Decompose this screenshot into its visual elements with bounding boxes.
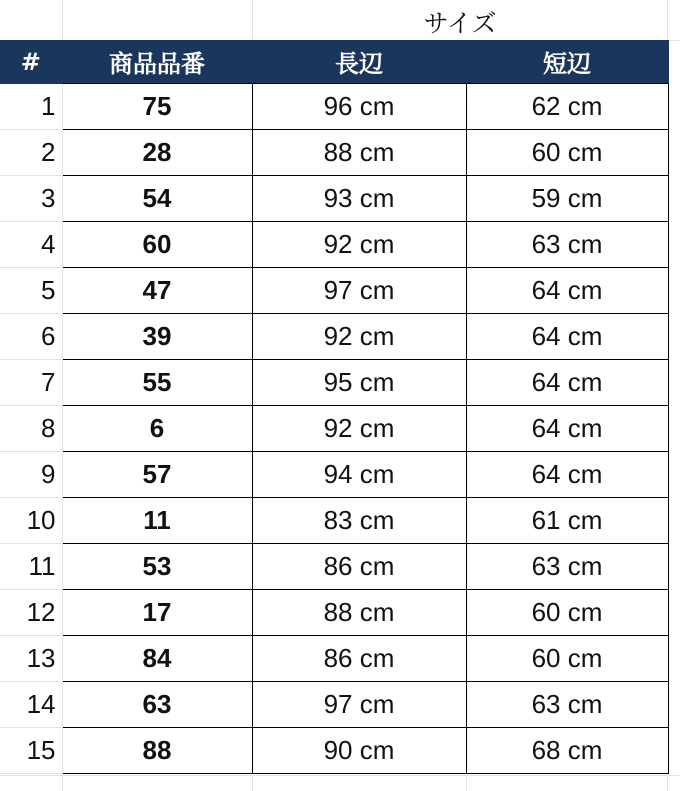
row-number[interactable]: 12 [0, 590, 62, 636]
product-code-header[interactable]: 商品品番 [62, 40, 252, 84]
grid-line [252, 0, 253, 40]
grid-line [466, 776, 467, 791]
short-side-cell[interactable]: 59 cm [466, 176, 668, 222]
long-side-cell[interactable]: 86 cm [252, 636, 466, 682]
table-row [0, 636, 668, 682]
long-side-cell[interactable]: 97 cm [252, 682, 466, 728]
short-side-cell[interactable]: 64 cm [466, 406, 668, 452]
row-number[interactable]: 15 [0, 728, 62, 774]
row-number[interactable]: 7 [0, 360, 62, 406]
long-side-cell[interactable]: 83 cm [252, 498, 466, 544]
short-side-header[interactable]: 短辺 [466, 40, 668, 84]
long-side-cell[interactable]: 86 cm [252, 544, 466, 590]
empty-row [0, 775, 680, 791]
long-side-cell[interactable]: 88 cm [252, 130, 466, 176]
table-row [0, 176, 668, 222]
long-side-cell[interactable]: 93 cm [252, 176, 466, 222]
size-table [0, 40, 669, 774]
short-side-cell[interactable]: 60 cm [466, 590, 668, 636]
size-caption: サイズ [423, 9, 497, 38]
row-number[interactable]: 5 [0, 268, 62, 314]
table-row [0, 84, 668, 130]
long-side-cell[interactable]: 94 cm [252, 452, 466, 498]
short-side-cell[interactable]: 64 cm [466, 452, 668, 498]
short-side-cell[interactable]: 68 cm [466, 728, 668, 774]
product-code-cell[interactable]: 84 [62, 636, 252, 682]
table-row [0, 544, 668, 590]
row-number[interactable]: 4 [0, 222, 62, 268]
table-row [0, 406, 668, 452]
row-number[interactable]: 10 [0, 498, 62, 544]
long-side-cell[interactable]: 95 cm [252, 360, 466, 406]
product-code-cell[interactable]: 39 [62, 314, 252, 360]
grid-line [252, 776, 253, 791]
grid-line [62, 776, 63, 791]
product-code-cell[interactable]: 63 [62, 682, 252, 728]
row-number[interactable]: 8 [0, 406, 62, 452]
long-side-cell[interactable]: 96 cm [252, 84, 466, 130]
short-side-cell[interactable]: 61 cm [466, 498, 668, 544]
short-side-cell[interactable]: 64 cm [466, 360, 668, 406]
grid-line [62, 0, 63, 40]
long-side-cell[interactable]: 97 cm [252, 268, 466, 314]
product-code-cell[interactable]: 60 [62, 222, 252, 268]
short-side-cell[interactable]: 60 cm [466, 130, 668, 176]
long-side-cell[interactable]: 92 cm [252, 222, 466, 268]
row-number[interactable]: 1 [0, 84, 62, 130]
table-row [0, 498, 668, 544]
table-row [0, 222, 668, 268]
product-code-cell[interactable]: 88 [62, 728, 252, 774]
product-code-cell[interactable]: 28 [62, 130, 252, 176]
short-side-cell[interactable]: 63 cm [466, 544, 668, 590]
product-code-cell[interactable]: 54 [62, 176, 252, 222]
product-code-cell[interactable]: 11 [62, 498, 252, 544]
product-code-cell[interactable]: 47 [62, 268, 252, 314]
caption-row [0, 0, 680, 41]
table-row [0, 728, 668, 774]
table-row [0, 130, 668, 176]
grid-line [667, 776, 668, 791]
short-side-cell[interactable]: 63 cm [466, 222, 668, 268]
table-row [0, 682, 668, 728]
long-side-cell[interactable]: 88 cm [252, 590, 466, 636]
row-number[interactable]: 9 [0, 452, 62, 498]
row-number[interactable]: 11 [0, 544, 62, 590]
short-side-cell[interactable]: 64 cm [466, 268, 668, 314]
table-row [0, 452, 668, 498]
table-body [0, 84, 668, 774]
table-row [0, 590, 668, 636]
row-number[interactable]: 13 [0, 636, 62, 682]
product-code-cell[interactable]: 55 [62, 360, 252, 406]
row-number[interactable]: 2 [0, 130, 62, 176]
grid-line [667, 0, 668, 40]
long-side-cell[interactable]: 92 cm [252, 406, 466, 452]
short-side-cell[interactable]: 64 cm [466, 314, 668, 360]
product-code-cell[interactable]: 57 [62, 452, 252, 498]
product-code-cell[interactable]: 75 [62, 84, 252, 130]
short-side-cell[interactable]: 63 cm [466, 682, 668, 728]
table-row [0, 314, 668, 360]
product-code-cell[interactable]: 6 [62, 406, 252, 452]
product-code-cell[interactable]: 53 [62, 544, 252, 590]
long-side-cell[interactable]: 90 cm [252, 728, 466, 774]
table-row [0, 268, 668, 314]
table-row [0, 360, 668, 406]
short-side-cell[interactable]: 62 cm [466, 84, 668, 130]
row-number[interactable]: 14 [0, 682, 62, 728]
row-number[interactable]: 3 [0, 176, 62, 222]
row-number[interactable]: 6 [0, 314, 62, 360]
short-side-cell[interactable]: 60 cm [466, 636, 668, 682]
header-row [0, 40, 668, 84]
long-side-cell[interactable]: 92 cm [252, 314, 466, 360]
index-header[interactable]: # [0, 40, 62, 84]
product-code-cell[interactable]: 17 [62, 590, 252, 636]
long-side-header[interactable]: 長辺 [252, 40, 466, 84]
